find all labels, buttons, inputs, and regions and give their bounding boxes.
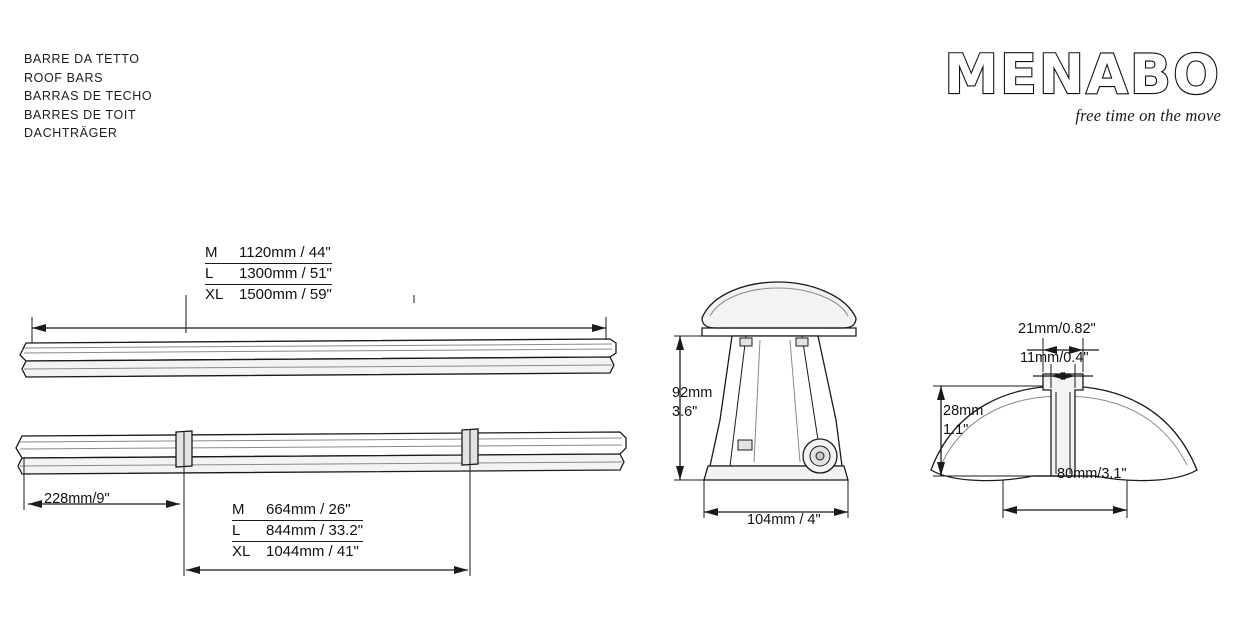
section-height-label-in: 1.1" — [943, 422, 969, 438]
foot-height-label-in: 3.6" — [672, 404, 698, 420]
section-basewidth-label: 80mm/3.1" — [1057, 466, 1127, 482]
top-length-size: M — [205, 244, 218, 261]
section-innerwidth-label: 11mm/0.4" — [1020, 350, 1089, 366]
bar-foot-right — [462, 429, 478, 465]
foot-tower-body — [704, 336, 848, 480]
bar-foot-left — [176, 431, 192, 467]
span-size: M — [232, 501, 245, 518]
section-height-label-mm: 28mm — [943, 403, 984, 419]
bottom-span-table — [232, 500, 363, 562]
top-length-value: 1120mm / 44" — [239, 244, 331, 261]
bar-profile-side — [20, 339, 616, 377]
section-topwidth-label: 21mm/0.82" — [1018, 321, 1096, 337]
brand-logo — [944, 43, 1221, 126]
bar-profile-bottom — [16, 432, 626, 474]
bar-section-profile — [931, 374, 1197, 481]
brand-tagline: free time on the move — [1075, 106, 1221, 125]
top-length-size: XL — [205, 286, 224, 303]
brand-wordmark: MENABO — [944, 43, 1221, 106]
top-length-row — [205, 264, 332, 285]
title-de: DACHTRÄGER — [24, 126, 118, 140]
foot-top-bar — [702, 282, 856, 336]
span-row — [232, 542, 363, 562]
overhang-label: 228mm/9" — [44, 491, 110, 507]
span-row — [232, 500, 363, 521]
top-length-size: L — [205, 265, 214, 282]
top-length-row — [205, 243, 332, 264]
top-length-value: 1300mm / 51" — [239, 265, 332, 282]
title-es: BARRAS DE TECHO — [24, 89, 153, 103]
title-it: BARRE DA TETTO — [24, 52, 140, 66]
span-row — [232, 521, 363, 542]
foot-width-label: 104mm / 4" — [747, 512, 821, 528]
foot-height-label-mm: 92mm — [672, 385, 713, 401]
product-title-block — [24, 50, 152, 143]
span-value: 844mm / 33.2" — [266, 522, 364, 539]
top-length-value: 1500mm / 59" — [239, 286, 332, 303]
span-size: XL — [232, 543, 251, 560]
span-dimension — [186, 566, 468, 574]
title-en: ROOF BARS — [24, 70, 104, 85]
span-size: L — [232, 522, 241, 539]
section-basewidth-dimension — [1003, 480, 1127, 518]
title-fr: BARRES DE TOIT — [24, 107, 137, 122]
span-value: 664mm / 26" — [266, 501, 351, 518]
span-value: 1044mm / 41" — [266, 543, 359, 560]
